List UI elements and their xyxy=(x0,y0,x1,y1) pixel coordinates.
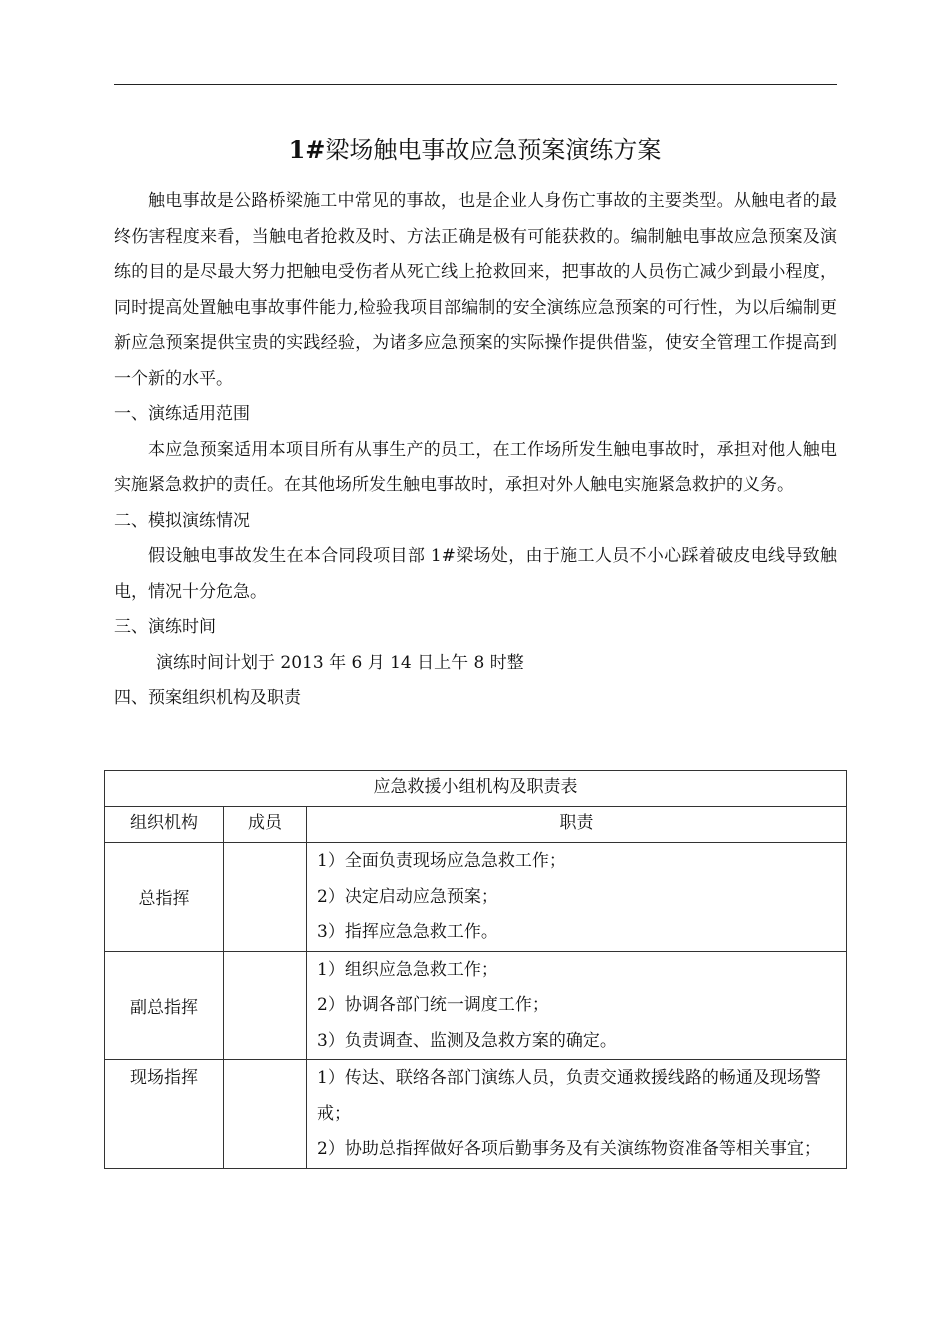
org-cell: 现场指挥 xyxy=(105,1060,224,1169)
table-row xyxy=(105,843,847,952)
section-3-text: 演练时间计划于 2013 年 6 月 14 日上午 8 时整 xyxy=(156,652,524,673)
members-cell xyxy=(224,1060,307,1169)
duties-cell xyxy=(307,1060,847,1169)
duty-item: 3）指挥应急急救工作。 xyxy=(317,922,498,942)
document-title xyxy=(0,132,950,168)
section-1-heading: 一、演练适用范围 xyxy=(114,404,250,424)
org-cell: 副总指挥 xyxy=(105,951,224,1060)
header-members: 成员 xyxy=(224,807,307,843)
header-duties: 职责 xyxy=(307,807,847,843)
intro-paragraph: 触电事故是公路桥梁施工中常见的事故，也是企业人身伤亡事故的主要类型。从触电者的最终伤害程度来看，当触电者抢救及时、方法正确是极有可能获救的。编制触电事故应急预案及演练的目的是尽最大努力把触电受伤者从死亡线上抢救回来，把事故的人员伤亡减少到最小程度，同时提高处置触电事故事件能力,检验我项目部编制的安全演练应急预案的可行性，为以后编制更新应急预案提供宝贵的实践经验，为诸多应急预案的实际操作提供借鉴，使安全管理工作提高到一个新的水平。 xyxy=(114,191,837,389)
duty-table xyxy=(104,770,847,1169)
header-rule xyxy=(114,84,837,85)
duty-item: 1）组织应急急救工作； xyxy=(317,959,498,980)
header-org: 组织机构 xyxy=(105,807,224,843)
duty-item: 2）协助总指挥做好各项后勤事务及有关演练物资准备等相关事宜； xyxy=(317,1139,821,1159)
duty-item: 3）负责调查、监测及急救方案的确定。 xyxy=(317,1030,617,1051)
section-3-heading: 三、演练时间 xyxy=(114,617,216,637)
members-cell xyxy=(224,951,307,1060)
title-prefix: 1# xyxy=(288,135,326,164)
section-2-text: 假设触电事故发生在本合同段项目部 1#梁场处，由于施工人员不小心踩着破皮电线导致触电，情况十分危急。 xyxy=(114,546,837,602)
table-row xyxy=(105,1060,847,1169)
table-caption: 应急救援小组机构及职责表 xyxy=(105,771,847,807)
org-cell: 总指挥 xyxy=(105,843,224,952)
members-cell xyxy=(224,843,307,952)
section-1-text: 本应急预案适用本项目所有从事生产的员工，在工作场所发生触电事故时，承担对他人触电实施紧急救护的责任。在其他场所发生触电事故时，承担对外人触电实施紧急救护的义务。 xyxy=(114,439,837,495)
title-text: 梁场触电事故应急预案演练方案 xyxy=(325,136,662,164)
duty-item: 2）决定启动应急预案； xyxy=(317,886,498,907)
duties-cell xyxy=(307,843,847,952)
duty-item: 1）全面负责现场应急急救工作； xyxy=(317,851,566,871)
table-row xyxy=(105,951,847,1060)
section-2-heading: 二、模拟演练情况 xyxy=(114,510,250,531)
duties-cell xyxy=(307,951,847,1060)
document-body xyxy=(114,184,837,717)
duty-item: 2）协调各部门统一调度工作； xyxy=(317,995,549,1015)
section-4-heading: 四、预案组织机构及职责 xyxy=(114,688,301,708)
duty-item: 1）传达、联络各部门演练人员，负责交通救援线路的畅通及现场警戒； xyxy=(317,1068,821,1124)
